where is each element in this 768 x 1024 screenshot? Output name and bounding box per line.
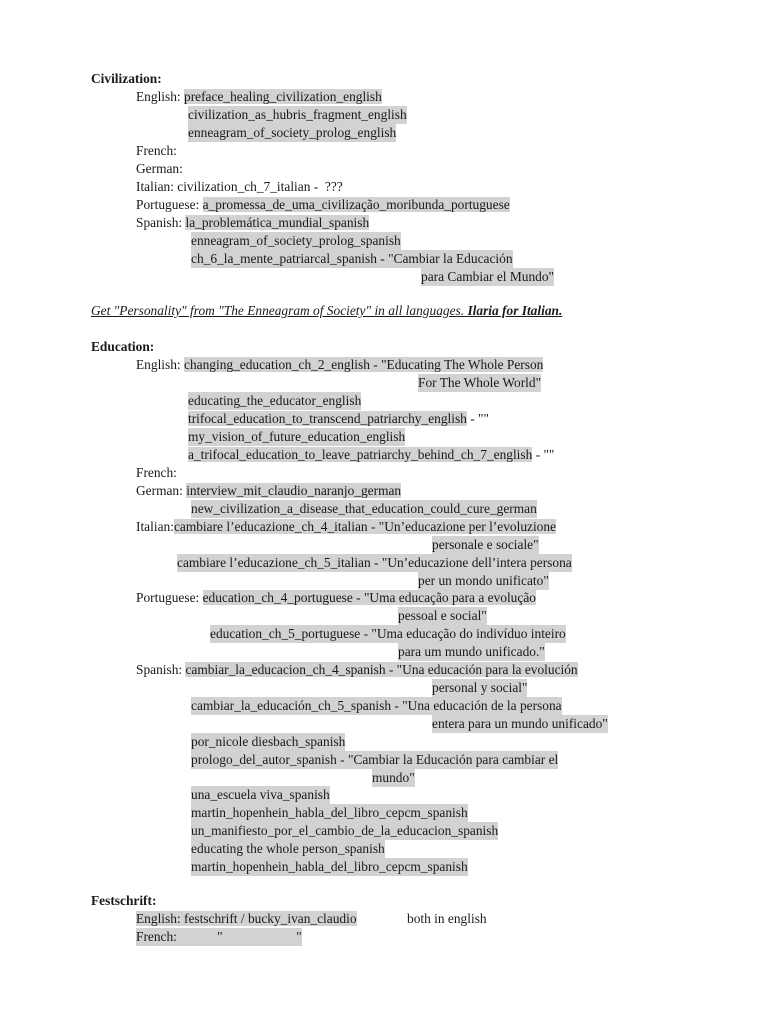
lang-label: German: bbox=[136, 483, 187, 498]
fest-english-line bbox=[136, 910, 357, 928]
file-entry: education_ch_4_portuguese - "Uma educação para a evolução bbox=[202, 590, 536, 605]
note-line bbox=[91, 302, 562, 320]
file-entry: cambiar_la_educación_ch_5_spanish - "Una educación de la persona bbox=[191, 698, 562, 713]
file-entry-continuation: mundo" bbox=[372, 770, 415, 785]
file-entry: una_escuela viva_spanish bbox=[191, 787, 330, 802]
entry-suffix: - "" bbox=[532, 447, 555, 462]
civ-french-label: French: bbox=[136, 143, 177, 158]
file-entry: por_nicole diesbach_spanish bbox=[191, 734, 346, 749]
education-heading: Education: bbox=[91, 339, 155, 354]
file-entry: changing_education_ch_2_english - "Educating The Whole Person bbox=[184, 357, 544, 372]
file-entry: enneagram_of_society_prolog_english bbox=[188, 125, 397, 140]
file-entry-continuation: per un mondo unificato" bbox=[418, 573, 549, 588]
file-entry: preface_healing_civilization_english bbox=[184, 89, 382, 104]
entry-suffix: - "" bbox=[466, 411, 489, 426]
file-entry: prologo_del_autor_spanish - "Cambiar la Educación para cambiar el bbox=[191, 752, 559, 767]
file-entry: educating_the_educator_english bbox=[188, 393, 362, 408]
file-entry-line bbox=[188, 446, 554, 464]
file-entry: English: festschrift / bucky_ivan_claudio bbox=[136, 911, 357, 926]
file-entry: ch_6_la_mente_patriarcal_spanish - "Cambiar la Educación bbox=[191, 251, 513, 266]
file-entry: martin_hopenhein_habla_del_libro_cepcm_spanish bbox=[191, 859, 468, 874]
file-entry: education_ch_5_portuguese - "Uma educação do indivíduo inteiro bbox=[210, 626, 566, 641]
civ-german-label: German: bbox=[136, 161, 183, 176]
file-entry-continuation: entera para un mundo unificado" bbox=[432, 716, 608, 731]
civ-spanish-line bbox=[136, 214, 369, 232]
edu-english-line bbox=[136, 356, 543, 374]
lang-label: Italian: bbox=[136, 519, 174, 534]
file-entry: a_promessa_de_uma_civilização_moribunda_portuguese bbox=[202, 197, 510, 212]
file-entry: interview_mit_claudio_naranjo_german bbox=[186, 483, 402, 498]
file-entry-continuation: For The Whole World" bbox=[418, 375, 542, 390]
file-entry: educating the whole person_spanish bbox=[191, 841, 385, 856]
edu-italian-line bbox=[136, 518, 556, 536]
lang-label: English: bbox=[136, 357, 184, 372]
edu-spanish-line bbox=[136, 661, 578, 679]
file-entry: a_trifocal_education_to_leave_patriarchy_behind_ch_7_english bbox=[188, 447, 533, 462]
lang-label: Spanish: bbox=[136, 215, 186, 230]
civilization-heading: Civilization: bbox=[91, 71, 162, 86]
note-text: Get "Personality" from "The Enneagram of Society" in all languages. bbox=[91, 303, 468, 318]
file-entry: cambiare l’educazione_ch_4_italian - "Un’educazione per l’evoluzione bbox=[173, 519, 557, 534]
file-entry-continuation: pessoal e social" bbox=[398, 608, 487, 623]
edu-portuguese-line bbox=[136, 589, 536, 607]
civ-english-line bbox=[136, 88, 382, 106]
lang-label: Spanish: bbox=[136, 662, 186, 677]
file-entry: civilization_as_hubris_fragment_english bbox=[188, 107, 407, 122]
festschrift-heading: Festschrift: bbox=[91, 893, 157, 908]
lang-label: Portuguese: bbox=[136, 590, 203, 605]
file-entry: cambiare l’educazione_ch_5_italian - "Un’educazione dell’intera persona bbox=[177, 555, 572, 570]
file-entry-continuation: personal y social" bbox=[432, 680, 528, 695]
file-entry-continuation: para um mundo unificado." bbox=[398, 644, 545, 659]
file-entry: un_manifiesto_por_el_cambio_de_la_educacion_spanish bbox=[191, 823, 499, 838]
fest-english-note: both in english bbox=[407, 911, 487, 926]
file-entry: la_problemática_mundial_spanish bbox=[185, 215, 370, 230]
lang-label: Portuguese: bbox=[136, 197, 203, 212]
civ-portuguese-line bbox=[136, 196, 510, 214]
edu-german-line bbox=[136, 482, 401, 500]
file-entry-continuation: para Cambiar el Mundo" bbox=[421, 269, 555, 284]
file-entry: new_civilization_a_disease_that_education_could_cure_german bbox=[191, 501, 537, 516]
file-entry-line bbox=[188, 410, 489, 428]
civ-italian-line: Italian: civilization_ch_7_italian - ??? bbox=[136, 179, 343, 194]
file-entry: my_vision_of_future_education_english bbox=[188, 429, 406, 444]
file-entry-continuation: personale e sociale" bbox=[432, 537, 539, 552]
file-entry: martin_hopenhein_habla_del_libro_cepcm_spanish bbox=[191, 805, 468, 820]
fest-french-line: French: " " bbox=[136, 929, 302, 944]
file-entry: enneagram_of_society_prolog_spanish bbox=[191, 233, 401, 248]
file-entry: trifocal_education_to_transcend_patriarchy_english bbox=[188, 411, 467, 426]
edu-french-label: French: bbox=[136, 465, 177, 480]
file-entry: cambiar_la_educacion_ch_4_spanish - "Una educación para la evolución bbox=[185, 662, 578, 677]
note-emphasis: Ilaria for Italian. bbox=[467, 303, 563, 318]
lang-label: English: bbox=[136, 89, 184, 104]
